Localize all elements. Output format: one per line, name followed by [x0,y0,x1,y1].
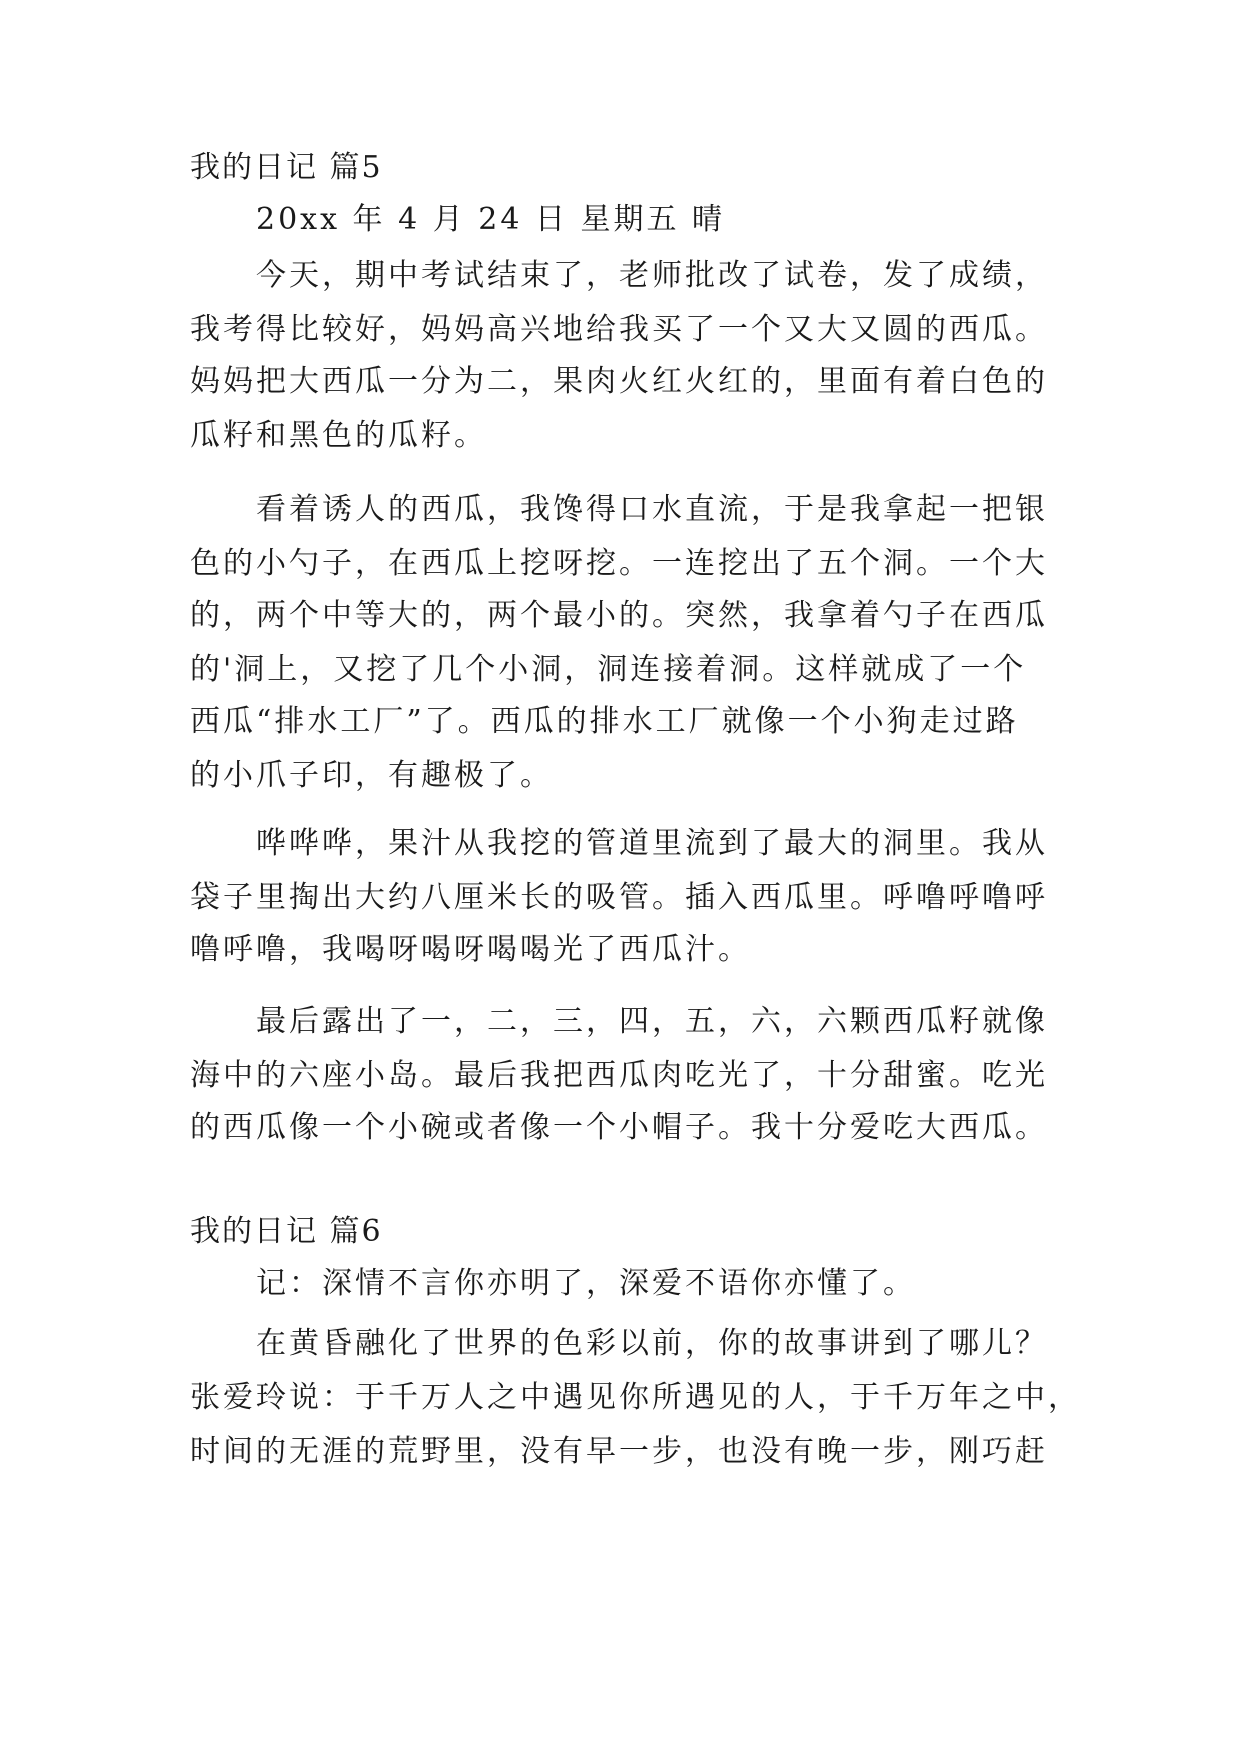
paragraph-line: 哗哗哗，果汁从我挖的管道里流到了最大的洞里。我从 [256,826,1048,861]
paragraph-line: 海中的六座小岛。最后我把西瓜肉吃光了，十分甜蜜。吃光 [190,1058,1048,1093]
paragraph-line: 噜呼噜，我喝呀喝呀喝喝光了西瓜汁。 [190,932,751,967]
paragraph-line: 的西瓜像一个小碗或者像一个小帽子。我十分爱吃大西瓜。 [190,1110,1048,1145]
paragraph-line: 妈妈把大西瓜一分为二，果肉火红火红的，里面有着白色的 [190,364,1048,399]
diary-date-line: 20xx 年 4 月 24 日 星期五 晴 [256,202,726,237]
diary-heading: 我的日记 篇6 [190,1214,383,1249]
paragraph-line: 看着诱人的西瓜，我馋得口水直流，于是我拿起一把银 [256,492,1048,527]
paragraph-line: 张爱玲说：于千万人之中遇见你所遇见的人，于千万年之中， [190,1380,1081,1415]
paragraph-line: 的小爪子印，有趣极了。 [190,758,553,793]
diary-note-line: 记：深情不言你亦明了，深爱不语你亦懂了。 [256,1266,916,1301]
paragraph-line: 色的小勺子，在西瓜上挖呀挖。一连挖出了五个洞。一个大 [190,546,1048,581]
paragraph-line: 今天，期中考试结束了，老师批改了试卷，发了成绩， [256,258,1048,293]
paragraph-line: 的，两个中等大的，两个最小的。突然，我拿着勺子在西瓜 [190,598,1048,633]
paragraph-line: 西瓜“排水工厂”了。西瓜的排水工厂就像一个小狗走过路 [190,704,1019,739]
paragraph-line: 瓜籽和黑色的瓜籽。 [190,418,487,453]
paragraph-line: 在黄昏融化了世界的色彩以前，你的故事讲到了哪儿？ [256,1326,1048,1361]
paragraph-line: 我考得比较好，妈妈高兴地给我买了一个又大又圆的西瓜。 [190,312,1048,347]
paragraph-line: 袋子里掏出大约八厘米长的吸管。插入西瓜里。呼噜呼噜呼 [190,880,1048,915]
diary-heading: 我的日记 篇5 [190,150,383,185]
paragraph-line: 时间的无涯的荒野里，没有早一步，也没有晚一步，刚巧赶 [190,1434,1048,1469]
paragraph-line: 的'洞上，又挖了几个小洞，洞连接着洞。这样就成了一个 [190,652,1027,687]
paragraph-line: 最后露出了一，二，三，四，五，六，六颗西瓜籽就像 [256,1004,1048,1039]
